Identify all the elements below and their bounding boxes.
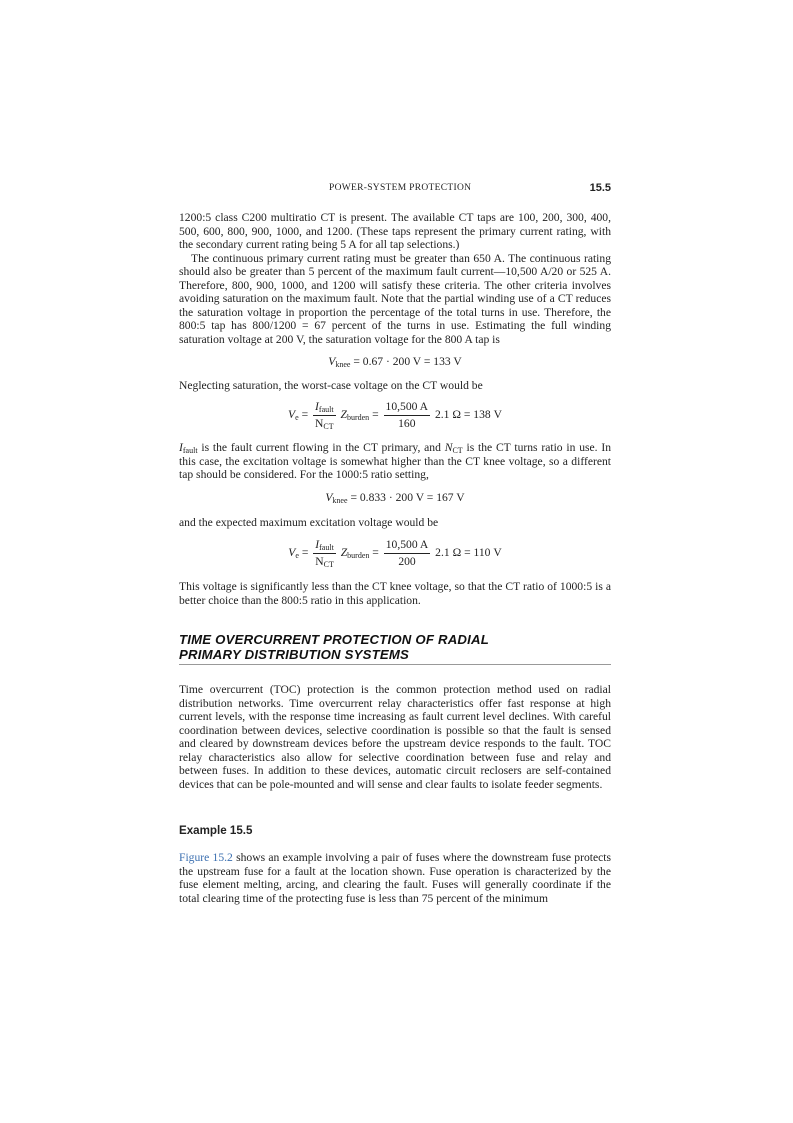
section-divider	[179, 664, 611, 665]
equation-v-knee-1000: $V_{knee} = 0.833 \cdot 200$ V = 167 V	[325, 491, 465, 505]
equation-ve-110: $V_e$ = $\frac{I_{fault}}{N_{CT}}$ $Z_{burden}$ = $\frac{10,500 A}{200}$ 2.1 Ω = 110 V	[288, 538, 502, 569]
paragraph-7: Time overcurrent (TOC) protection is the common protection method used on radial distribution networks. Time overcurrent relay characteristics offer fast response at high current levels, with the response time increasing as fault current level declines. With careful coordination between devices, selective coordination is possible so that the fault is sensed and cleared by downstream devices before the upstream device responds to the fault. TOC relay characteristics also allow for selective coordination between fuse and relay and between fuses. In addition to these devices, automatic circuit reclosers are self-contained devices that can be pole-mounted and will sense and clear faults to isolate feeder segments.	[179, 683, 611, 791]
body-block-4	[179, 516, 611, 530]
paragraph-1: 1200:5 class C200 multiratio CT is present. The available CT taps are 100, 200, 300, 400, 500, 600, 800, 900, 1000, and 1200. (These taps represent the primary current rating, with the secondary current rating being 5 A for all tap selections.)	[179, 211, 611, 251]
paragraph-5: and the expected maximum excitation voltage would be	[179, 516, 439, 529]
section-heading-line-2: PRIMARY DISTRIBUTION SYSTEMS	[179, 647, 410, 662]
fraction-values: $\frac{10,500 A}{200}$	[385, 538, 429, 568]
example-heading-block	[179, 824, 611, 837]
equation-v-knee-800: $V_{knee} = 0.67 \cdot 200$ V = 133 V	[328, 355, 462, 369]
body-block-2	[179, 379, 611, 393]
body-block-5	[179, 580, 611, 607]
body-block-7	[179, 851, 611, 905]
section-heading-line-1: TIME OVERCURRENT PROTECTION OF RADIAL	[179, 632, 489, 647]
paragraph-2: The continuous primary current rating must be greater than 650 A. The continuous rating should also be greater than 5 percent of the maximum fault current—10,500 A/20 or 525 A. Therefore, 800, 900, 1000, and 1200 will satisfy these criteria. The other criteria involves avoiding saturation on the maximum fault. Note that the partial winding use of a CT reduces the saturation voltage in proportion the percentage of the total turns in use. Therefore, the 800:5 tap has 800/1200 = 67 percent of the turns in use. Estimating the full winding saturation voltage at 200 V, the saturation voltage for the 800 A tap is	[179, 251, 611, 346]
body-block-1	[179, 211, 611, 346]
paragraph-6: This voltage is significantly less than the CT knee voltage, so that the CT ratio of 1000:5 is a better choice than the 800:5 ratio in this application.	[179, 580, 611, 607]
body-block-6	[179, 683, 611, 791]
body-block-3	[179, 441, 611, 482]
page-number: 15.5	[589, 182, 611, 194]
fraction-values: $\frac{10,500 A}{160}$	[385, 400, 429, 430]
running-header	[179, 183, 611, 197]
equation-ve-138: $V_e$ = $\frac{I_{fault}}{N_{CT}}$ $Z_{burden}$ = $\frac{10,500 A}{160}$ 2.1 Ω = 138 V	[288, 400, 502, 431]
paragraph-4: $I_{fault}$ is the fault current flowing in the CT primary, and $N_{CT}$ is the CT turns ratio in use. In this case, the excitation voltage is somewhat higher than the CT knee voltage, so a different tap should be considered. For the 1000:5 ratio setting,	[179, 441, 611, 481]
example-paragraph: Figure 15.2 shows an example involving a pair of fuses where the downstream fuse protects the upstream fuse for a fault at the location shown. Fuse operation is characterized by the fuse element melting, arcing, and clearing the fault. Fuses will generally coordinate if the total clearing time of the protecting fuse is less than 75 percent of the minimum	[179, 851, 611, 905]
figure-link[interactable]: Figure 15.2	[179, 851, 233, 864]
section-heading	[179, 632, 611, 665]
fraction-i-over-n: $\frac{I_{fault}}{N_{CT}}$	[315, 400, 334, 431]
running-title: POWER-SYSTEM PROTECTION	[329, 183, 472, 193]
fraction-i-over-n: $\frac{I_{fault}}{N_{CT}}$	[315, 538, 334, 569]
example-heading: Example 15.5	[179, 824, 253, 837]
paragraph-3: Neglecting saturation, the worst-case voltage on the CT would be	[179, 379, 483, 392]
